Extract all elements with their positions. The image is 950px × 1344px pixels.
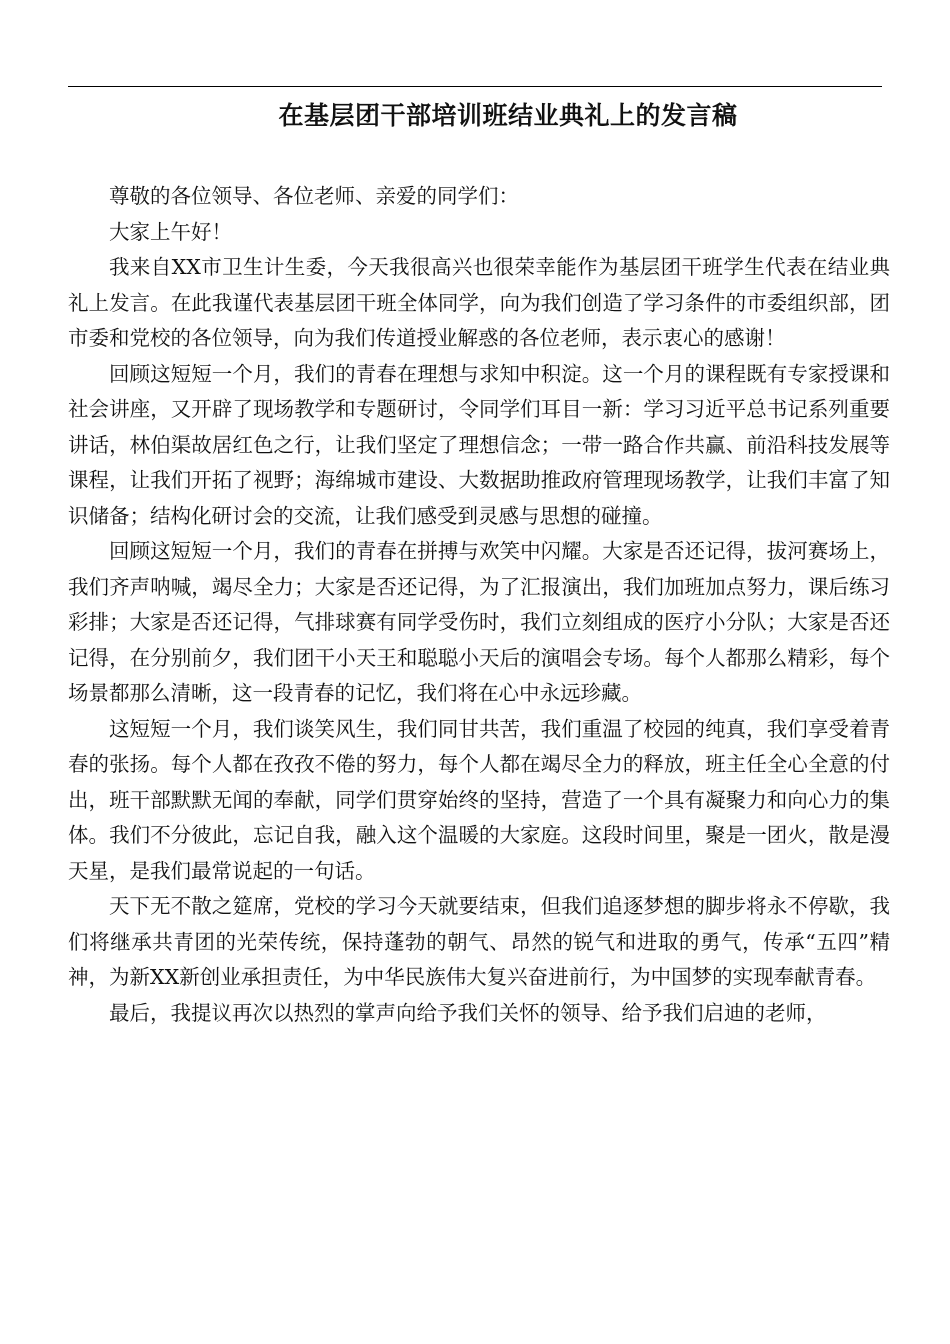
greeting: 大家上午好！ xyxy=(109,219,232,244)
body-paragraph: 回顾这短短一个月，我们的青春在拼搏与欢笑中闪耀。大家是否还记得，拔河赛场上，我们齐声呐喊，竭尽全力；大家是否还记得，为了汇报演出，我们加班加点努力，课后练习彩排；大家是否还记得，气排球赛有同学受伤时，我们立刻组成的医疗小分队；大家是否还记得，在分别前夕，我们团干小天王和聪聪小天后的演唱会专场。每个人都那么精彩，每个场景都那么清晰，这一段青春的记忆，我们将在心中永远珍藏。 xyxy=(68,539,890,705)
body-paragraph: 回顾这短短一个月，我们的青春在理想与求知中积淀。这一个月的课程既有专家授课和社会讲座，又开辟了现场教学和专题研讨，令同学们耳目一新：学习习近平总书记系列重要讲话，林伯渠故居红色之行，让我们坚定了理想信念；一带一路合作共赢、前沿科技发展等课程，让我们开拓了视野；海绵城市建设、大数据助推政府管理现场教学，让我们丰富了知识储备；结构化研讨会的交流，让我们感受到灵感与思想的碰撞。 xyxy=(68,361,890,528)
document-title: 在基层团干部培训班结业典礼上的发言稿 xyxy=(278,101,738,130)
salutation: 尊敬的各位领导、各位老师、亲爱的同学们： xyxy=(109,184,519,208)
body-paragraph: 天下无不散之筵席，党校的学习今天就要结束，但我们追逐梦想的脚步将永不停歇，我们将继承共青团的光荣传统，保持蓬勃的朝气、昂然的锐气和进取的勇气，传承“五四”精神，为新XX新创业承担责任，为中华民族伟大复兴奋进前行，为中国梦的实现奉献青春。 xyxy=(68,894,890,989)
closing-paragraph: 最后，我提议再次以热烈的掌声向给予我们关怀的领导、给予我们启迪的老师， xyxy=(109,1000,827,1025)
body-paragraph: 我来自XX市卫生计生委，今天我很高兴也很荣幸能作为基层团干班学生代表在结业典礼上发言。在此我谨代表基层团干班全体同学，向为我们创造了学习条件的市委组织部，团市委和党校的各位领导，向为我们传道授业解惑的各位老师，表示衷心的感谢！ xyxy=(68,255,890,350)
body-paragraph: 这短短一个月，我们谈笑风生，我们同甘共苦，我们重温了校园的纯真，我们享受着青春的张扬。每个人都在孜孜不倦的努力，每个人都在竭尽全力的释放，班主任全心全意的付出，班干部默默无闻的奉献，同学们贯穿始终的坚持，营造了一个具有凝聚力和向心力的集体。我们不分彼此，忘记自我，融入这个温暖的大家庭。这段时间里，聚是一团火，散是漫天星，是我们最常说起的一句话。 xyxy=(68,716,890,883)
document-body xyxy=(68,179,890,1031)
header-rule xyxy=(68,86,882,87)
